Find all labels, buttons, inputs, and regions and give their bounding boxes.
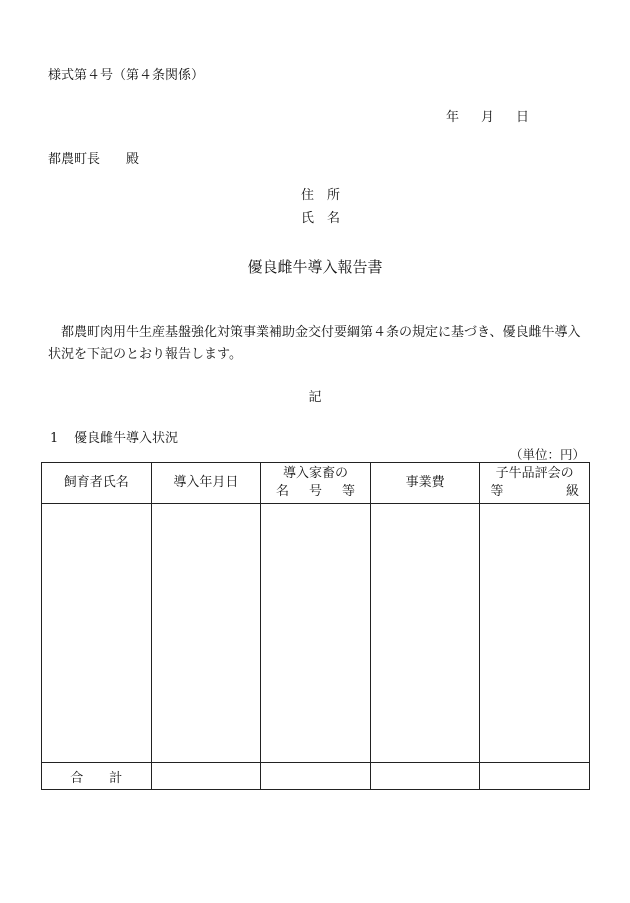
header-livestock-name-char-1: 名 <box>275 484 289 499</box>
header-livestock-name-char-2: 号 <box>308 484 322 499</box>
cell-grade[interactable] <box>480 504 590 763</box>
report-table <box>41 462 590 790</box>
table-row <box>42 504 590 763</box>
cell-project-cost[interactable] <box>370 504 480 763</box>
date-day: 日 <box>516 110 530 125</box>
section-number: 1 <box>50 431 59 446</box>
total-grade[interactable] <box>480 763 590 790</box>
total-project-cost[interactable] <box>370 763 480 790</box>
cell-owner-name[interactable] <box>42 504 152 763</box>
date-line <box>446 106 529 125</box>
header-grade-top: 子牛品評会の <box>495 466 574 481</box>
document-title: 優良雌牛導入報告書 <box>247 258 383 276</box>
header-livestock-name-top: 導入家畜の <box>282 466 348 481</box>
total-introduction-date[interactable] <box>151 763 261 790</box>
header-grade-char-1: 等 <box>490 484 504 499</box>
header-livestock-name <box>261 463 371 504</box>
section-heading <box>50 427 178 446</box>
header-livestock-name-char-3: 等 <box>341 484 355 499</box>
form-number: 様式第４号（第４条関係） <box>48 68 205 83</box>
total-label-char-2: 計 <box>109 770 123 786</box>
header-introduction-date: 導入年月日 <box>151 463 261 504</box>
total-livestock-name[interactable] <box>261 763 371 790</box>
header-grade-bottom <box>480 483 589 501</box>
ki-marker: 記 <box>308 390 322 405</box>
table-total-row <box>42 763 590 790</box>
body-text: 都農町肉用牛生産基盤強化対策事業補助金交付要綱第４条の規定に基づき、優良雌牛導入状況を下記のとおり報告します。 <box>48 325 581 362</box>
addressee <box>48 148 139 167</box>
header-owner-name: 飼育者氏名 <box>42 463 152 504</box>
date-month: 月 <box>481 110 495 125</box>
total-label-char-1: 合 <box>70 770 84 786</box>
addressee-honorific: 殿 <box>126 152 140 167</box>
addressee-name: 都農町長 <box>48 152 101 167</box>
cell-livestock-name[interactable] <box>261 504 371 763</box>
cell-introduction-date[interactable] <box>151 504 261 763</box>
unit-note: （単位：円） <box>510 447 586 462</box>
applicant-name-label: 氏 名 <box>301 211 341 226</box>
header-livestock-name-bottom <box>261 483 370 501</box>
table-header-row <box>42 463 590 504</box>
header-grade <box>480 463 590 504</box>
section-heading-text: 優良雌牛導入状況 <box>74 431 179 446</box>
applicant-address-label: 住 所 <box>301 188 341 203</box>
header-grade-char-2: 級 <box>565 484 579 499</box>
date-year: 年 <box>446 110 460 125</box>
total-label <box>42 763 152 790</box>
header-project-cost: 事業費 <box>370 463 480 504</box>
